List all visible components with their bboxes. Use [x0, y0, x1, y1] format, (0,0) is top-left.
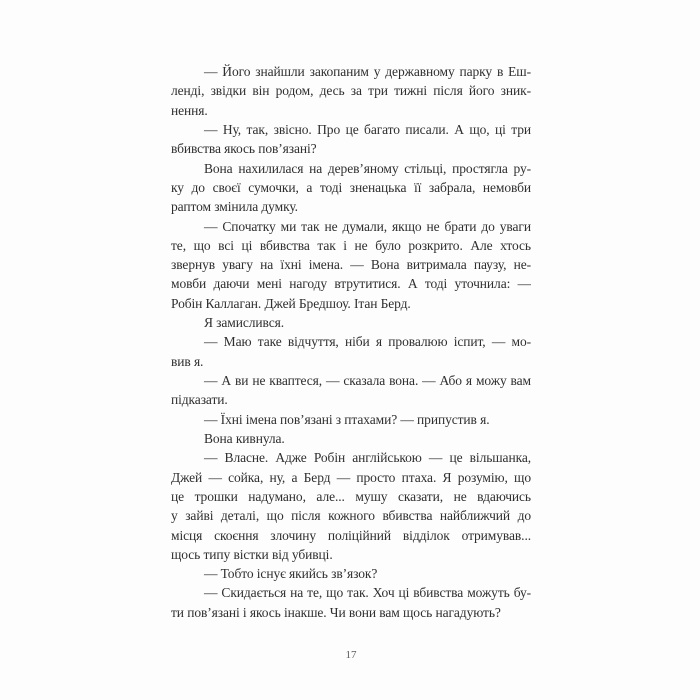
text-line: нення. — [171, 102, 208, 118]
text-line: Робін Каллаган. Джей Бредшоу. Ітан Берд. — [171, 295, 411, 311]
text-line: підказати. — [171, 392, 228, 408]
text-line: — Його знайшли закопаним у державному парку в Еш- — [204, 64, 531, 79]
text-line: — Ну, так, звісно. Про це багато писали. А що, ці три — [204, 121, 531, 137]
text-line: це трошки надумано, але... мушу сказати, не вдаючись — [171, 488, 531, 504]
text-line: Джей — сойка, ну, а Берд — просто птаха. Я розумію, що — [171, 469, 531, 485]
text-line: ку до своєї сумочки, а тоді зненацька її забрала, немовби — [171, 179, 531, 195]
text-line: ленді, звідки він родом, десь за три тижні після його зник- — [171, 83, 531, 99]
text-line: Вона кивнула. — [204, 430, 285, 446]
text-line: щось типу вістки від убивці. — [171, 546, 333, 562]
text-line: звернув увагу на їхні імена. — Вона витримала паузу, не- — [171, 257, 531, 273]
text-line: — Власне. Адже Робін англійською — це вільшанка, — [204, 450, 531, 466]
text-line: — А ви не кваптеся, — сказала вона. — Або я можу вам — [204, 373, 531, 388]
text-line: те, що всі ці вбивства так і не було розкрито. Але хтось — [171, 237, 531, 253]
text-line: мовби даючи мені нагоду втрутитися. А тоді уточнила: — — [171, 276, 531, 292]
text-line: — Скидається на те, що так. Хоч ці вбивства можуть бу- — [204, 585, 531, 601]
text-line: — Маю таке відчуття, ніби я провалюю іспит, — мо- — [204, 334, 531, 350]
text-line: вив я. — [171, 353, 204, 369]
body-text — [171, 62, 531, 622]
text-line: місця скоєння злочину поліційний відділок отримував... — [171, 527, 531, 543]
text-line: раптом змінила думку. — [171, 199, 298, 215]
text-line: — Тобто існує якийсь зв’язок? — [204, 566, 378, 582]
text-line: — Спочатку ми так не думали, якщо не брати до уваги — [204, 218, 531, 234]
text-line: вбивства якось пов’язані? — [171, 141, 317, 157]
page-number: 17 — [345, 649, 357, 661]
text-line: ти пов’язані і якось інакше. Чи вони вам щось нагадують? — [171, 604, 501, 620]
text-line: Вона нахилилася на дерев’яному стільці, простягла ру- — [204, 160, 531, 176]
text-line: у зайві деталі, що після кожного вбивства найближчий до — [171, 508, 531, 524]
text-line: — Їхні імена пов’язані з птахами? — припустив я. — [204, 411, 490, 427]
text-line: Я замислився. — [204, 315, 284, 331]
